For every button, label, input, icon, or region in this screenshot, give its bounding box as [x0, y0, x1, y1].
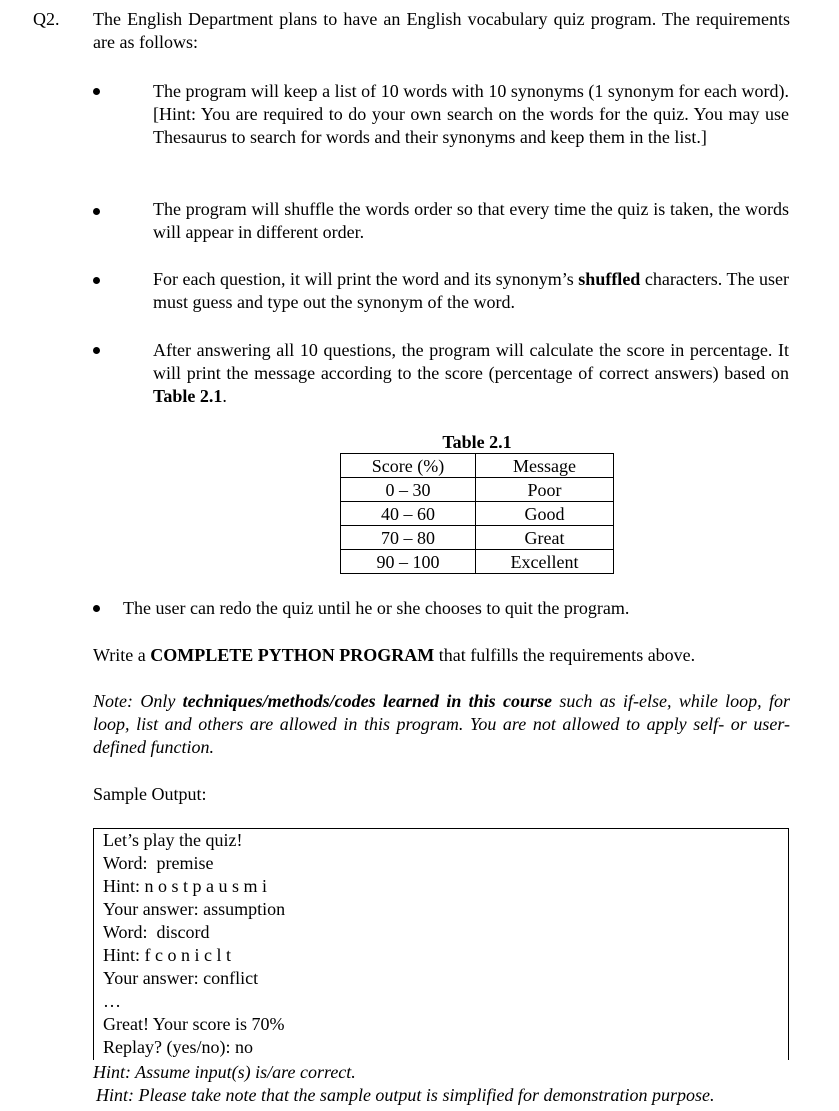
table-cell-score: 40 – 60: [341, 502, 476, 526]
bullet-dot-4: [93, 347, 100, 354]
table-cell-message: Poor: [476, 478, 614, 502]
sample-output-line: Let’s play the quiz!: [103, 830, 243, 850]
note-text-end: such as if-else, while loop, for loop, list and others are allowed in this program. You are not allowed to apply self- or user-defined function.: [93, 691, 790, 757]
bullet-dot-1: [93, 88, 100, 95]
sample-output-line: Hint: f c o n i c l t: [103, 945, 231, 965]
requirement-4-text: After answering all 10 questions, the program will calculate the score in percentage. It will print the message according to the score (percentage of correct answers) based on: [153, 340, 789, 383]
requirement-1: The program will keep a list of 10 words with 10 synonyms (1 synonym for each word). [Hint: You are required to do your own search on the words for the quiz. You may use Thesaurus to search for words and their synonyms and keep them in the list.]: [153, 81, 789, 147]
requirement-3-text: For each question, it will print the word and its synonym’s: [153, 269, 579, 289]
requirement-4-text-end: .: [222, 386, 227, 406]
question-intro: The English Department plans to have an English vocabulary quiz program. The requirements are as follows:: [93, 9, 790, 52]
hint-simplified-output: Hint: Please take note that the sample output is simplified for demonstration purpose.: [96, 1085, 715, 1105]
requirement-3-text-end: characters. The user must guess and type out the synonym of the word.: [153, 269, 789, 312]
note: [93, 690, 790, 759]
table-cell-score: 0 – 30: [341, 478, 476, 502]
table-header-score: Score (%): [341, 454, 476, 478]
requirement-3: [153, 268, 789, 314]
bullet-dot-5: [93, 605, 100, 612]
table-cell-message: Good: [476, 502, 614, 526]
hint-assume-input: Hint: Assume input(s) is/are correct.: [93, 1062, 356, 1082]
sample-output-line: Word: discord: [103, 922, 210, 942]
table-row: [341, 502, 614, 526]
score-table: [340, 453, 614, 574]
table-cell-message: Excellent: [476, 550, 614, 574]
sample-output-line: Word: premise: [103, 853, 214, 873]
sample-output-line: Hint: n o s t p a u s m i: [103, 876, 268, 896]
table-cell-score: 70 – 80: [341, 526, 476, 550]
note-bold: techniques/methods/codes learned in this course: [182, 691, 553, 711]
requirement-4-bold: Table 2.1: [153, 386, 223, 406]
table-row: [341, 550, 614, 574]
sample-output-line: Your answer: assumption: [103, 899, 286, 919]
table-header-message: Message: [476, 454, 614, 478]
requirement-5: The user can redo the quiz until he or she chooses to quit the program.: [123, 598, 630, 618]
requirement-2: The program will shuffle the words order so that every time the quiz is taken, the words will appear in different order.: [153, 199, 789, 242]
bullet-dot-2: [93, 208, 100, 215]
sample-output-label: Sample Output:: [93, 784, 207, 804]
sample-output-line: Your answer: conflict: [103, 968, 259, 988]
sample-output-lines: [103, 829, 285, 1059]
requirement-4: [153, 339, 789, 408]
table-row: [341, 526, 614, 550]
write-instruction: [93, 644, 790, 667]
write-text-end: that fulfills the requirements above.: [434, 645, 696, 665]
question-number: Q2.: [33, 9, 60, 29]
table-cell-score: 90 – 100: [341, 550, 476, 574]
note-text: Note: Only: [93, 691, 183, 711]
write-bold: COMPLETE PYTHON PROGRAM: [150, 645, 435, 665]
table-header-row: [341, 454, 614, 478]
table-row: [341, 478, 614, 502]
sample-output-line: …: [103, 991, 121, 1011]
write-text: Write a: [93, 645, 151, 665]
bullet-dot-3: [93, 277, 100, 284]
table-caption: Table 2.1: [442, 432, 512, 452]
sample-output-line: Great! Your score is 70%: [103, 1014, 285, 1034]
table-cell-message: Great: [476, 526, 614, 550]
requirement-3-bold: shuffled: [578, 269, 641, 289]
sample-output-line: Replay? (yes/no): no: [103, 1037, 253, 1057]
